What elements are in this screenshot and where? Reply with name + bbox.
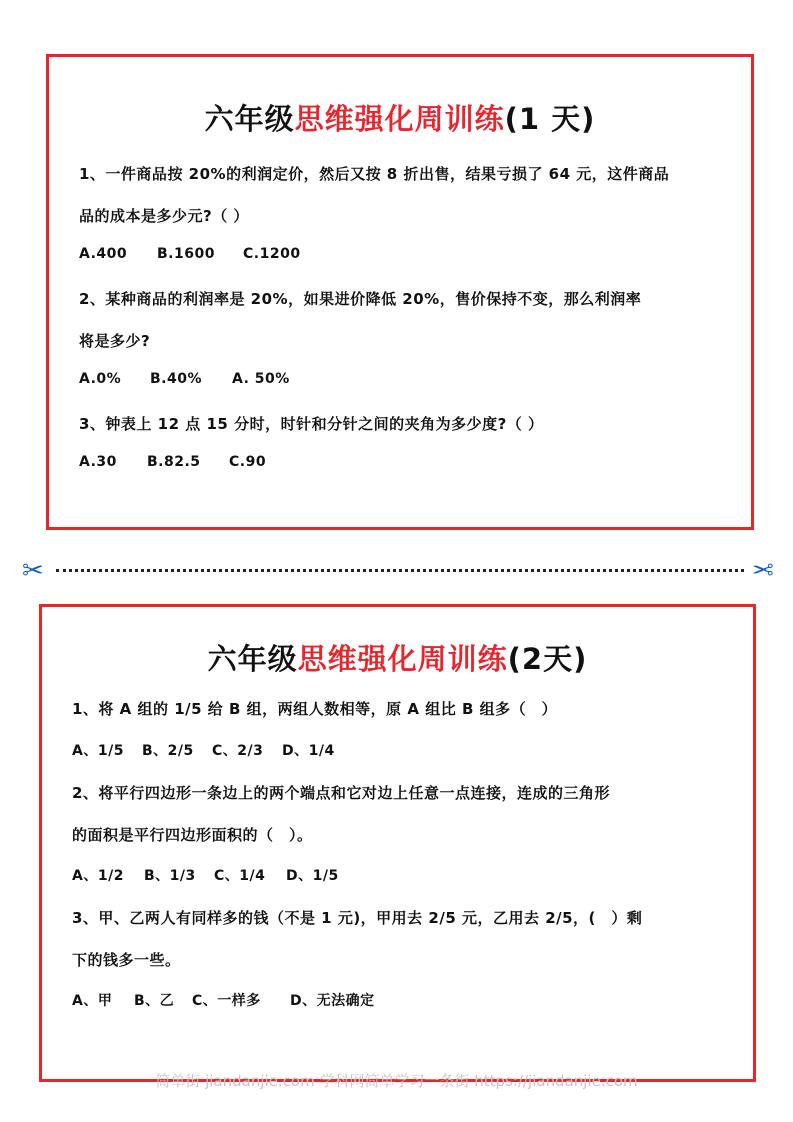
day2-q1-option-b: B、2/5 (142, 743, 194, 759)
day1-q2-option-b: B.40% (150, 371, 202, 387)
day1-q1-line2: 品的成本是多少元?（ ） (79, 207, 249, 225)
day1-q3-option-c: C.90 (229, 454, 267, 470)
day2-q2-option-b: B、1/3 (144, 868, 196, 884)
day2-q1-option-d: D、1/4 (282, 743, 335, 759)
day1-q3-option-b: B.82.5 (147, 454, 201, 470)
day2-title-topic: 思维强化周训练 (297, 642, 508, 676)
day1-q1-option-c: C.1200 (243, 246, 301, 262)
day1-q2-option-c: A. 50% (232, 371, 290, 387)
day2-q1-options (72, 740, 335, 760)
day2-q2-line1: 2、将平行四边形一条边上的两个端点和它对边上任意一点连接，连成的三角形 (72, 784, 610, 802)
day1-title-grade: 六年级 (204, 102, 295, 136)
day1-q3-options (79, 454, 266, 470)
day2-q3-option-a: A、甲 (72, 993, 113, 1009)
day1-title-topic: 思维强化周训练 (294, 102, 505, 136)
day1-q2-options (79, 371, 290, 387)
day2-q1-line1: 1、将 A 组的 1/5 给 B 组，两组人数相等，原 A 组比 B 组多（ ） (72, 700, 558, 718)
day1-q1-option-a: A.400 (79, 246, 128, 262)
day2-q2-option-d: D、1/5 (286, 868, 339, 884)
day2-q2-options (72, 865, 339, 885)
day2-title-suffix: (2天) (507, 642, 588, 676)
day1-q2-option-a: A.0% (79, 371, 122, 387)
day1-q2-line1: 2、某种商品的利润率是 20%，如果进价降低 20%，售价保持不变，那么利润率 (79, 290, 642, 308)
day1-q1-line1: 1、一件商品按 20%的利润定价，然后又按 8 折出售，结果亏损了 64 元，这件商品 (79, 165, 670, 183)
day2-q3-options (72, 990, 375, 1010)
day1-title-suffix: (1 天) (504, 102, 596, 136)
day2-q2-line2: 的面积是平行四边形面积的（ ）。 (72, 826, 313, 844)
day1-card (46, 54, 754, 530)
scissors-icon: ✂ (22, 556, 44, 586)
day1-q1-option-b: B.1600 (157, 246, 215, 262)
day2-q2-option-c: C、1/4 (214, 868, 266, 884)
day2-q1-option-a: A、1/5 (72, 743, 124, 759)
day2-q1-option-c: C、2/3 (212, 743, 264, 759)
scissors-icon: ✂ (752, 556, 774, 586)
day1-q3-option-a: A.30 (79, 454, 117, 470)
day2-q3-line1: 3、甲、乙两人有同样多的钱（不是 1 元)，甲用去 2/5 元，乙用去 2/5，( ）剩 (72, 909, 643, 927)
day1-title (49, 97, 751, 138)
day2-card (39, 604, 756, 1082)
day2-q3-option-d: D、无法确定 (290, 993, 375, 1009)
dotted-divider (56, 569, 744, 572)
day2-q3-option-b: B、乙 (134, 993, 175, 1009)
day1-q2-line2: 将是多少? (79, 332, 151, 350)
watermark: 简单街 jiandanjie.com 学科网简单学习一条街 https://jiandanjie.com (155, 1072, 638, 1090)
day2-title-grade: 六年级 (207, 642, 298, 676)
day2-q3-option-c: C、一样多 (192, 993, 261, 1009)
day2-title (42, 637, 753, 678)
day2-q2-option-a: A、1/2 (72, 868, 124, 884)
cut-line (22, 556, 774, 586)
day1-q3-line1: 3、钟表上 12 点 15 分时，时针和分针之间的夹角为多少度?（ ） (79, 415, 544, 433)
day1-q1-options (79, 246, 301, 262)
day2-q3-line2: 下的钱多一些。 (72, 951, 181, 969)
